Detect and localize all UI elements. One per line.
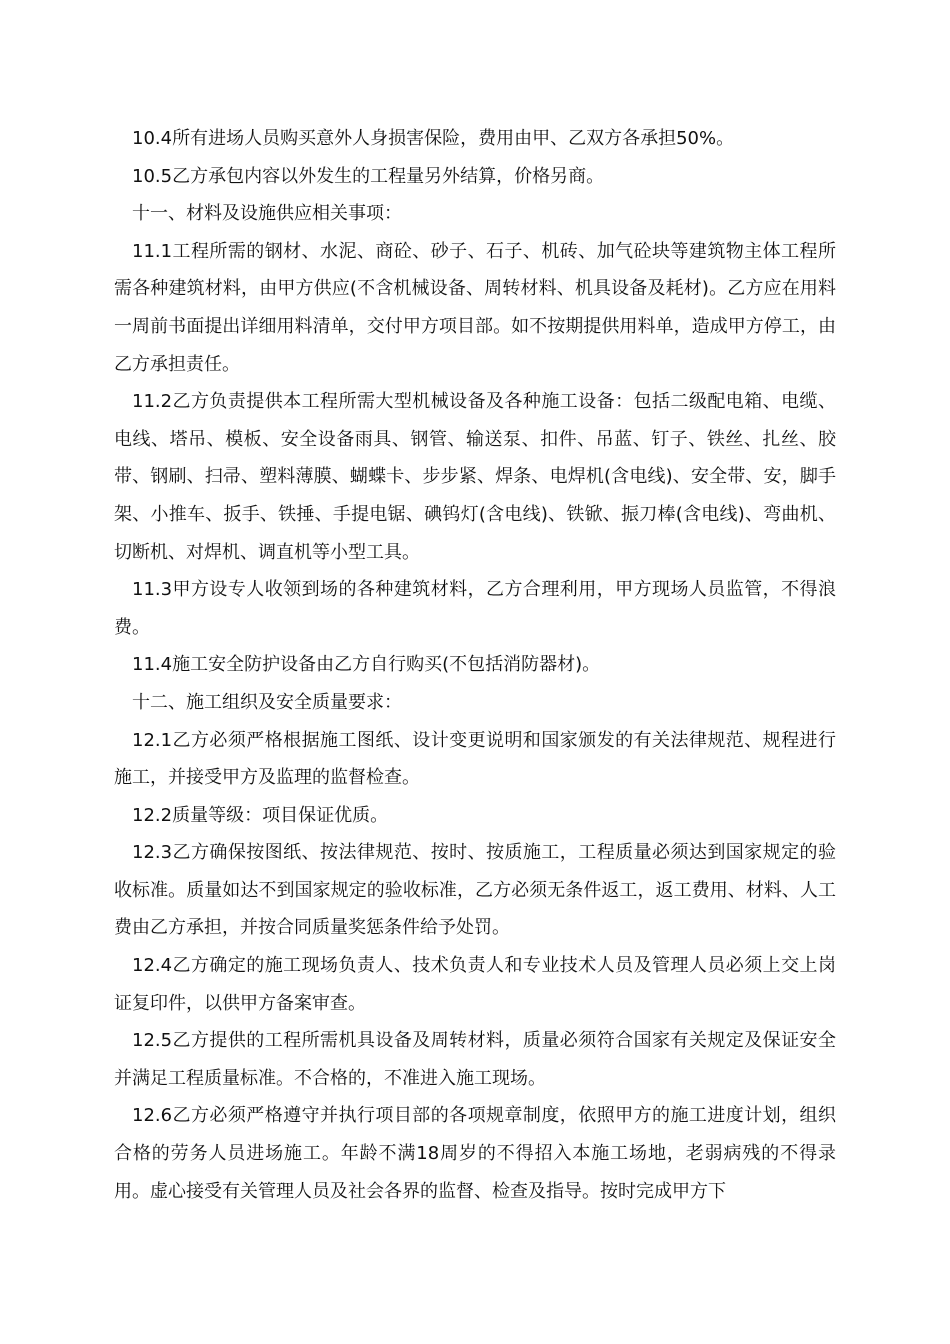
clause-11-3: 11.3甲方设专人收领到场的各种建筑材料，乙方合理利用，甲方现场人员监管，不得浪费。 (114, 579, 836, 638)
clause-12-5: 12.5乙方提供的工程所需机具设备及周转材料，质量必须符合国家有关规定及保证安全并满足工程质量标准。不合格的，不准进入施工现场。 (114, 1030, 836, 1089)
clause-11-4: 11.4施工安全防护设备由乙方自行购买(不包括消防器材)。 (132, 654, 601, 676)
clause-12-6: 12.6乙方必须严格遵守并执行项目部的各项规章制度，依照甲方的施工进度计划，组织合格的劳务人员进场施工。年龄不满18周岁的不得招入本施工场地，老弱病残的不得录用。虚心接受有关管理人员及社会各界的监督、检查及指导。按时完成甲方下 (114, 1105, 836, 1202)
clause-10-5: 10.5乙方承包内容以外发生的工程量另外结算，价格另商。 (132, 165, 605, 187)
clause-10-4: 10.4所有进场人员购买意外人身损害保险，费用由甲、乙双方各承担50%。 (132, 128, 735, 149)
clause-11-1: 11.1工程所需的钢材、水泥、商砼、砂子、石子、机砖、加气砼块等建筑物主体工程所需各种建筑材料，由甲方供应(不含机械设备、周转材料、机具设备及耗材)。乙方应在用料一周前书面提出详细用料清单，交付甲方项目部。如不按期提供用料单，造成甲方停工，由乙方承担责任。 (114, 240, 836, 375)
clause-12-3: 12.3乙方确保按图纸、按法律规范、按时、按质施工，工程质量必须达到国家规定的验收标准。质量如达不到国家规定的验收标准，乙方必须无条件返工，返工费用、材料、人工费由乙方承担，并按合同质量奖惩条件给予处罚。 (114, 842, 836, 939)
clause-11-2: 11.2乙方负责提供本工程所需大型机械设备及各种施工设备：包括二级配电箱、电缆、电线、塔吊、模板、安全设备雨具、钢管、输送泵、扣件、吊蓝、钉子、铁丝、扎丝、胶带、钢刷、扫帚、塑料薄膜、蝴蝶卡、步步紧、焊条、电焊机(含电线)、安全带、安，脚手架、小推车、扳手、铁捶、手提电锯、碘钨灯(含电线)、铁锨、振刀棒(含电线)、弯曲机、切断机、对焊机、调直机等小型工具。 (114, 391, 836, 563)
document-body (114, 120, 836, 1210)
clause-12-2: 12.2质量等级：项目保证优质。 (132, 804, 389, 826)
clause-12-4: 12.4乙方确定的施工现场负责人、技术负责人和专业技术人员及管理人员必须上交上岗证复印件，以供甲方备案审查。 (114, 955, 836, 1014)
clause-12-1: 12.1乙方必须严格根据施工图纸、设计变更说明和国家颁发的有关法律规范、规程进行施工，并接受甲方及监理的监督检查。 (114, 729, 836, 789)
section-heading-11: 十一、材料及设施供应相关事项： (132, 203, 402, 225)
section-heading-12: 十二、施工组织及安全质量要求： (132, 691, 402, 713)
